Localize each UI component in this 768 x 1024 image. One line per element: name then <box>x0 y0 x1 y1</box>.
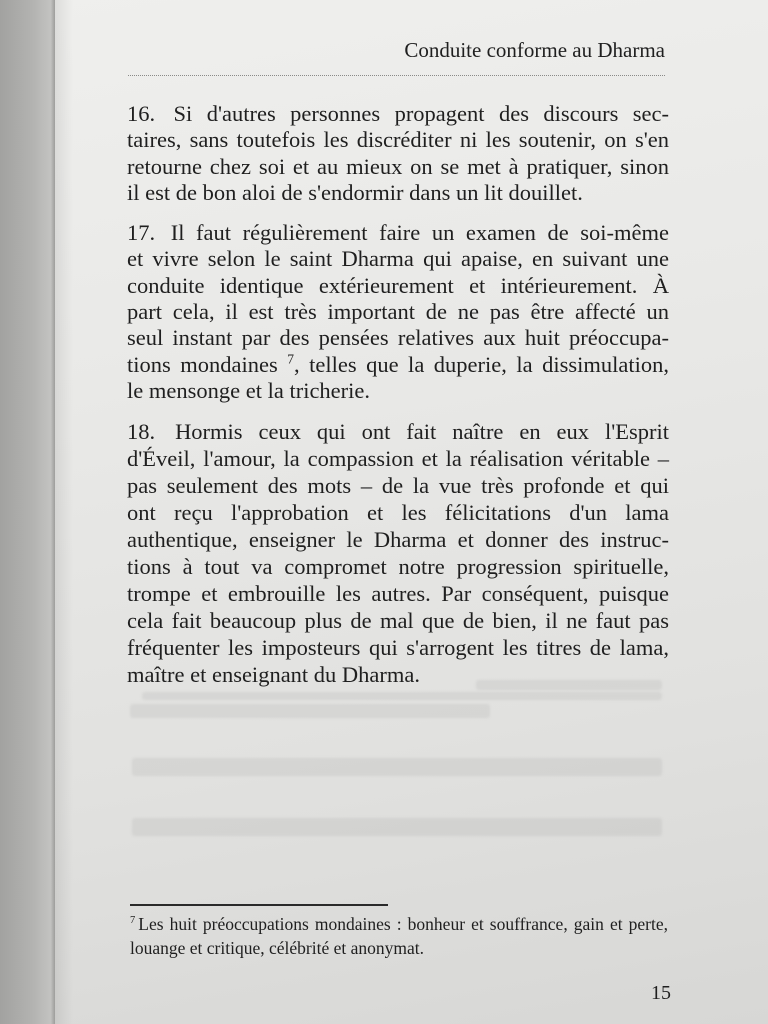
footnote-line <box>130 912 668 936</box>
paragraph-18 <box>127 418 669 688</box>
line-text: Hormis ceux qui ont fait naître en eux l'Esprit <box>175 419 669 445</box>
show-through-mark <box>132 758 662 776</box>
paragraph-line <box>127 352 669 378</box>
footnote-text: Les huit préoccupations mondaines : bonheur et souffrance, gain et perte, <box>138 914 668 934</box>
paragraph-number: 17. <box>127 220 156 246</box>
paragraph-16 <box>127 101 669 206</box>
show-through-mark <box>142 692 662 700</box>
paragraph-line: conduite identique extérieurement et intérieurement. À <box>127 272 669 298</box>
running-header: Conduite conforme au Dharma <box>404 38 665 62</box>
paragraph-line: fréquenter les imposteurs qui s'arrogent les titres de lama, <box>127 635 669 661</box>
paragraph-line: retourne chez soi et au mieux on se met à pratiquer, sinon <box>127 153 669 179</box>
gutter-shadow <box>55 0 73 1024</box>
footnote-marker: 7 <box>130 915 136 927</box>
paragraph-line: seul instant par des pensées relatives aux huit préoccupa- <box>127 325 669 351</box>
footnote-reference: 7 <box>287 351 294 367</box>
paragraph-line <box>127 101 669 127</box>
paragraph-17 <box>127 220 669 404</box>
paragraph-line: pas seulement des mots – de la vue très profonde et qui <box>127 473 669 499</box>
paragraph-line: ont reçu l'approbation et les félicitations d'un lama <box>127 500 669 526</box>
paragraph-line: taires, sans toutefois les discréditer ni les soutenir, on s'en <box>127 127 669 153</box>
paragraph-line: tions à tout va compromet notre progression spirituelle, <box>127 554 669 580</box>
paragraph-line: le mensonge et la tricherie. <box>127 377 371 403</box>
paragraph-number: 16. <box>127 101 156 126</box>
show-through-mark <box>130 704 490 718</box>
line-text: Il faut régulièrement faire un examen de soi-même <box>170 220 670 246</box>
line-text: , telles que la duperie, la dissimulation, <box>293 351 669 377</box>
paragraph-line: authentique, enseigner le Dharma et donner des instruc- <box>127 527 669 553</box>
body-text <box>127 101 669 702</box>
paragraph-line <box>127 220 669 246</box>
page-number: 15 <box>651 982 671 1004</box>
show-through-mark <box>132 818 662 836</box>
show-through-mark <box>476 680 662 690</box>
paragraph-line: il est de bon aloi de s'endormir dans un lit douillet. <box>127 179 583 205</box>
header-dotted-rule <box>128 75 665 76</box>
paragraph-line: et vivre selon le saint Dharma qui apaise, en suivant une <box>127 246 669 272</box>
line-text: tions mondaines <box>127 351 288 377</box>
paragraph-line: trompe et embrouille les autres. Par conséquent, puisque <box>127 581 669 607</box>
footnote <box>130 912 668 960</box>
paragraph-line: cela fait beaucoup plus de mal que de bien, il ne faut pas <box>127 608 669 634</box>
paragraph-number: 18. <box>127 419 156 445</box>
footnote-line: louange et critique, célébrité et anonymat. <box>130 938 424 958</box>
footnote-rule <box>130 904 388 906</box>
paragraph-line: part cela, il est très important de ne pas être affecté un <box>127 299 669 325</box>
paragraph-line: d'Éveil, l'amour, la compassion et la réalisation véritable – <box>127 446 669 472</box>
paragraph-line: maître et enseignant du Dharma. <box>127 662 421 688</box>
line-text: Si d'autres personnes propagent des discours sec- <box>173 101 669 126</box>
facing-page-edge <box>0 0 55 1024</box>
paragraph-line <box>127 418 669 445</box>
